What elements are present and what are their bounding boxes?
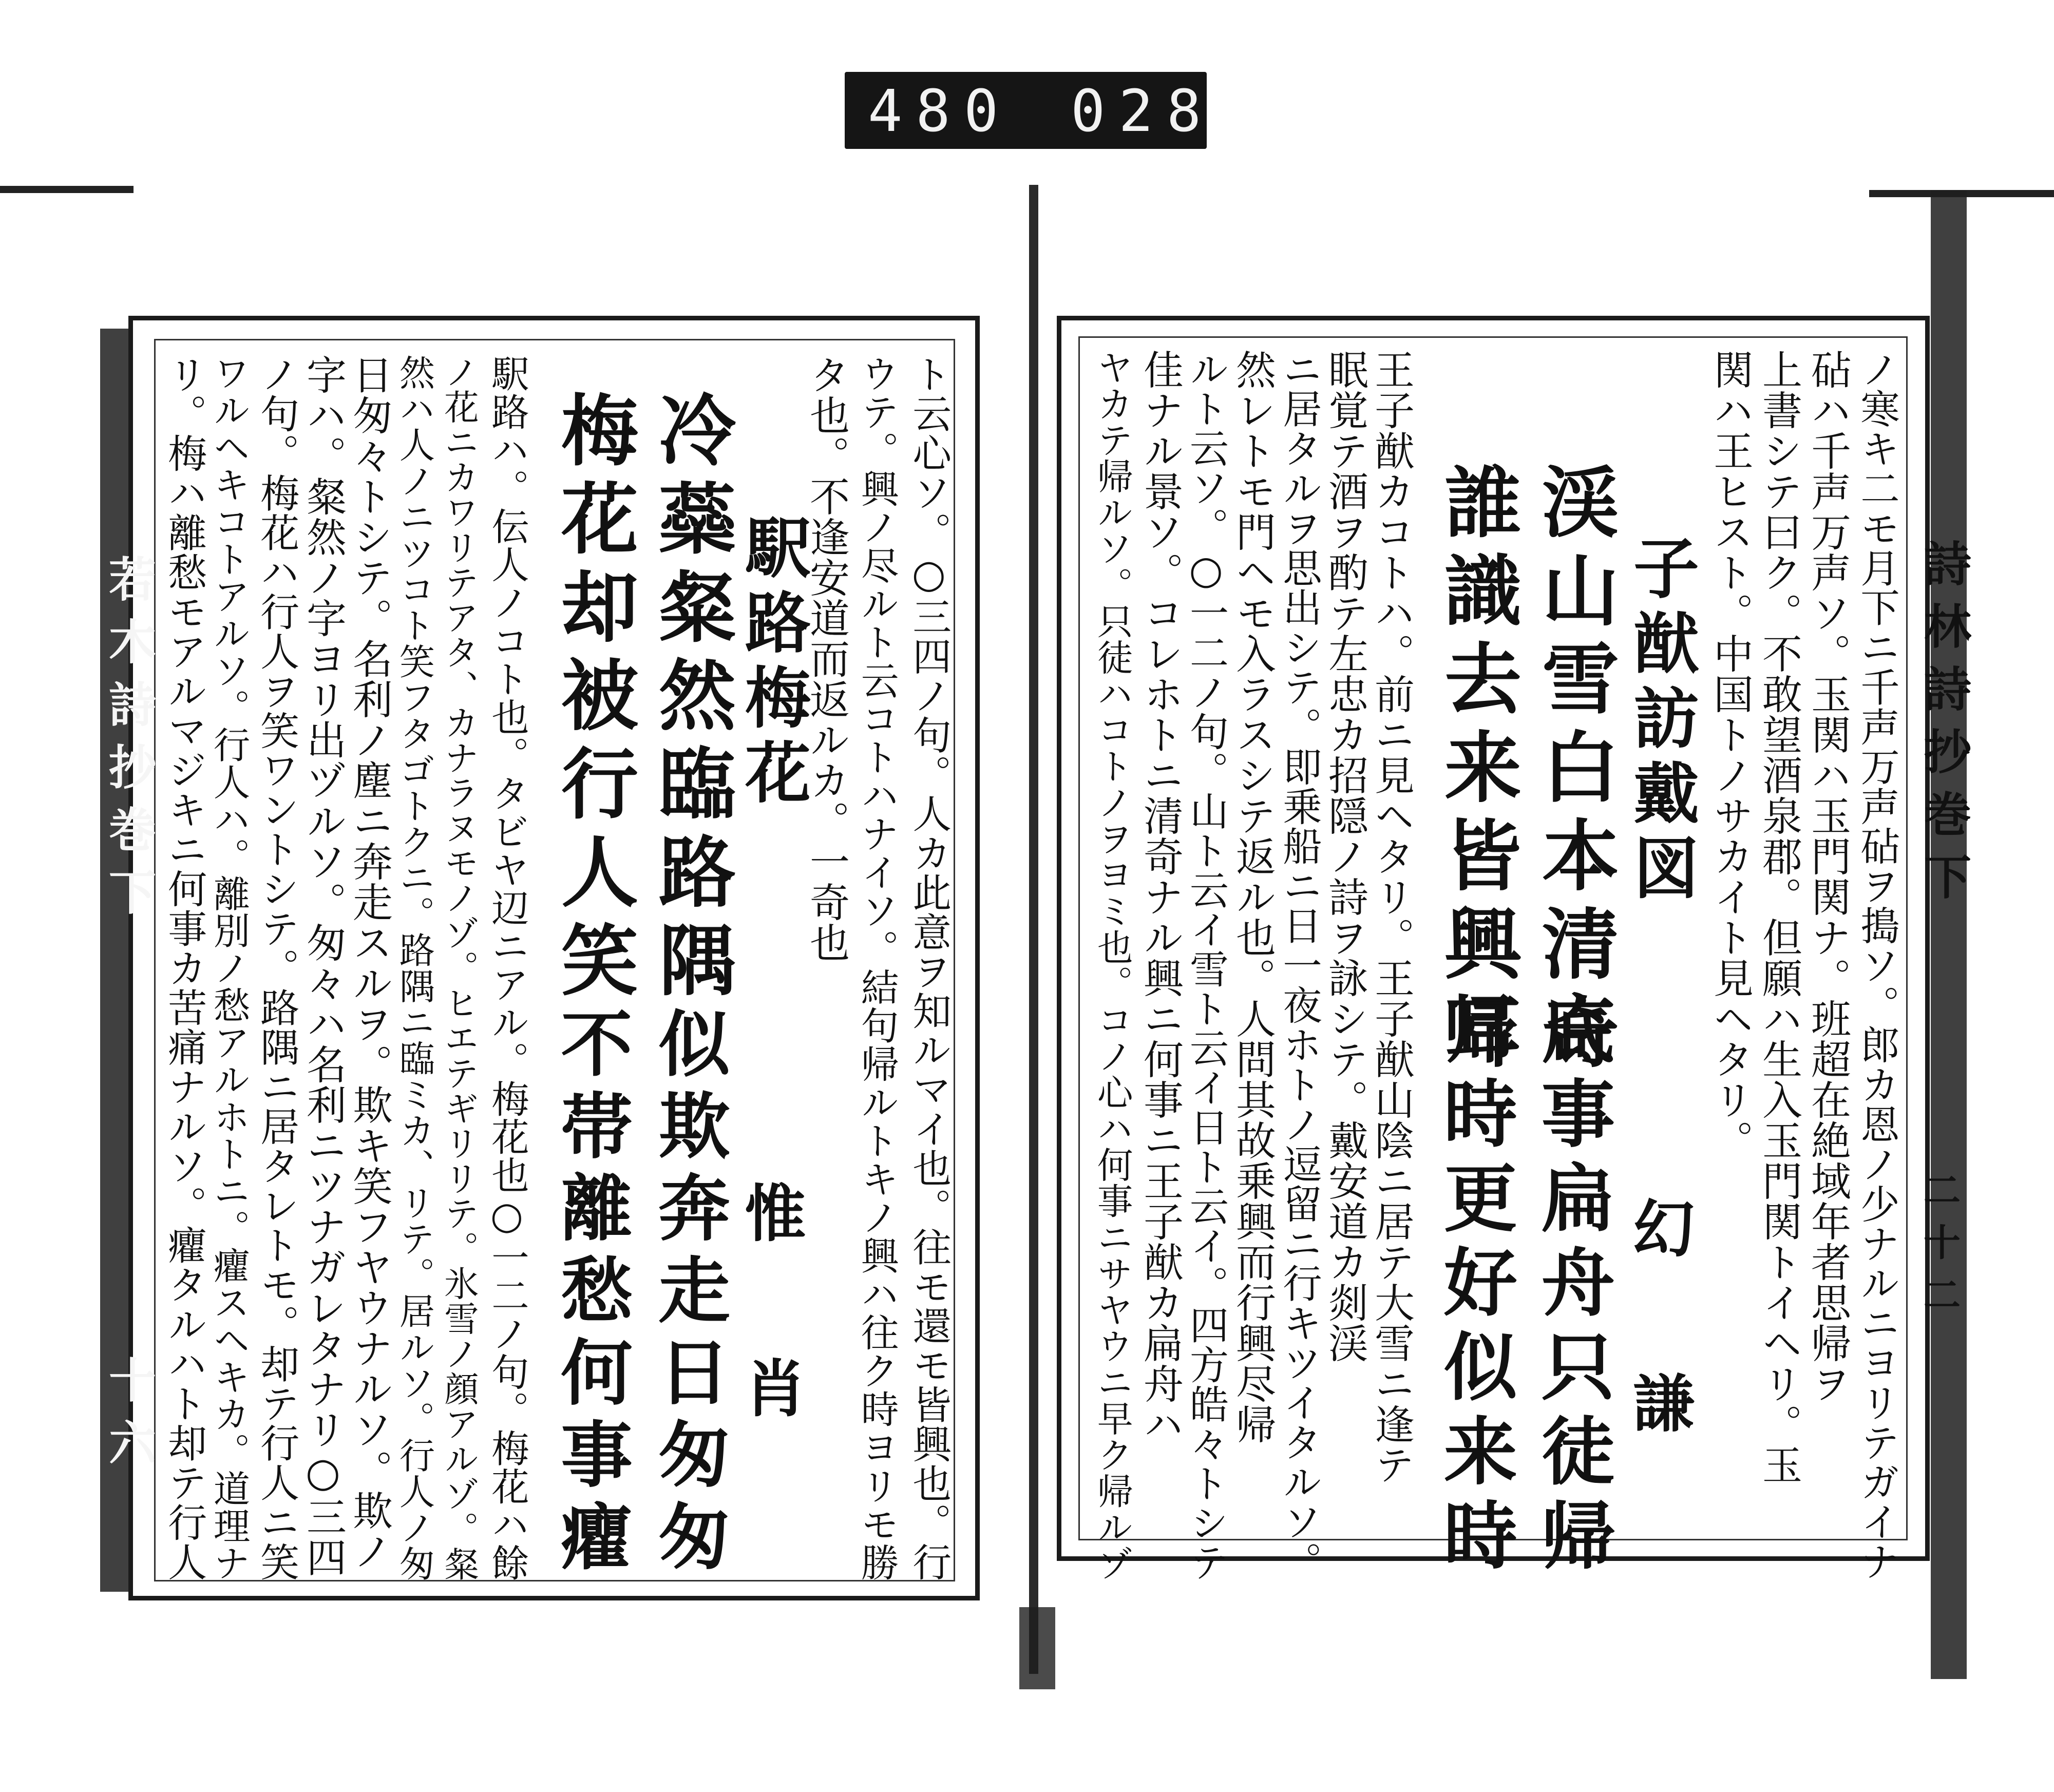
left-page-margin-title: 若木詩抄巻下	[101, 555, 157, 930]
collection-label-tag	[845, 72, 1215, 149]
left-commentary-line: ノ花ニカワリテアタ、カナラヌモノゾ。ヒエテギリリテ。氷雪ノ顔アルゾ。粲	[439, 354, 480, 1581]
book-gutter	[1029, 185, 1038, 1674]
left-carryover-line: ウテ。興ノ尽ルト云コトハナイソ。結句帰ルトキノ興ハ往ク時ヨリモ勝	[854, 354, 899, 1581]
left-page-number: 十六	[101, 1356, 157, 1481]
right-commentary-line: 佳ナル景ソ。コレホトニ清奇ナル興ニ何事ニ王子猷カ扁舟ハ	[1137, 349, 1183, 1444]
left-poem-line: 不帯離愁何事癯	[548, 1006, 633, 1581]
right-poem-line: 誰識去来皆興耳	[1431, 462, 1522, 1080]
label-tag-left-number: 480	[868, 78, 1012, 145]
right-commentary-line: 眠覚テ酒ヲ酌テ左忠カ招隠ノ詩ヲ詠シテ。戴安道カ剡渓	[1322, 349, 1368, 1363]
left-carryover-line: タ也。不逢安道而返ルカ。一奇也	[803, 354, 849, 963]
right-poem-title: 子猷訪戴図	[1622, 534, 1699, 909]
left-commentary-line: 然ハ人ノニツコト笑フタゴトクニ。路隅ニ臨ミカ、リテ。居ルソ。行人ノ匆	[393, 354, 434, 1581]
right-commentary-line: ニ居タルヲ思出シテ。即乗船ニ日一夜ホトノ逗留ニ行キツイタルソ。	[1276, 349, 1322, 1581]
left-commentary-line: 駅路ハ。伝人ノコト也。タビヤ辺ニアル。梅花也○一二ノ句。梅花ハ餘	[485, 354, 529, 1582]
left-poem-title: 駅路梅花	[734, 513, 811, 813]
left-commentary-line: ノ句。梅花ハ行人ヲ笑ワントシテ。路隅ニ居タレトモ。却テ行人ニ笑	[254, 354, 300, 1581]
left-commentary-line: 字ハ。粲然ノ字ヨリ出ヅルソ。匆々ハ名利ニツナガレタナリ○三四	[300, 354, 346, 1577]
left-commentary-line: リ。梅ハ離愁モアルマジキニ何事カ苦痛ナルソ。癯タルハト却テ行人	[161, 354, 207, 1581]
left-poem-line: 梅花却被行人笑	[548, 390, 638, 1008]
scan-edge-left	[0, 186, 134, 193]
right-poem-line: 渓山雪白本清奇	[1529, 462, 1619, 1080]
left-commentary-line: 日匆々トシテ。名利ノ塵ニ奔走スルヲ。欺キ笑フヤウナルソ。欺ノ	[346, 354, 392, 1571]
gutter-smudge	[1019, 1607, 1055, 1689]
right-commentary-line: ヤカテ帰ルソ。只徒ハコトノヲヨミ也。コノ心ハ何事ニサヤウニ早ク帰ルゾ	[1091, 349, 1133, 1581]
left-carryover-line: ト云心ソ。○三四ノ句。人カ此意ヲ知ルマイ也。往モ還モ皆興也。行	[906, 354, 952, 1582]
right-page-margin-title: 詩林詩抄巻下	[1916, 539, 1972, 915]
right-commentary-line: 然レトモ門ヘモ入ラスシテ返ル也。人問其故乗興而行興尽帰	[1229, 349, 1276, 1444]
right-commentary-line: ルト云ソ。○一二ノ句。山ト云イ雪ト云イ日ト云イ。四方皓々トシテ	[1183, 349, 1229, 1583]
right-poem-line: 底事扁舟只徒帰	[1529, 991, 1616, 1581]
left-commentary-line: ワルヘキコトアルソ。行人ハ。離別ノ愁アルホトニ。癯スヘキカ。道理ナ	[207, 354, 251, 1581]
right-intro-line: 砧ハ千声万声ソ。玉関ハ玉門関ナ。班超在絶域年者思帰ヲ	[1804, 349, 1851, 1404]
right-intro-line: 関ハ王ヒスト。中国トノサカイト見ヘタリ。	[1707, 349, 1753, 1160]
right-commentary-line: 王子猷カコトハ。前ニ見ヘタリ。王子猷山陰ニ居テ大雪ニ逢テ	[1368, 349, 1414, 1485]
right-poem-line: 帰時更好似来時	[1431, 991, 1518, 1581]
label-tag-right-number: 028	[1071, 78, 1215, 145]
left-poem-line: 冷蘂粲然臨路隅	[645, 390, 736, 1008]
right-page-margin-shadow	[1931, 190, 1967, 1679]
right-intro-line: ノ寒キ二モ月下ニ千声万声砧ヲ搗ソ。郎カ恩ノ少ナルニヨリテガイナ	[1853, 349, 1899, 1581]
right-intro-line: 上書シテ曰ク。不敢望酒泉郡。但願ハ生入玉門関トイヘリ。玉	[1756, 349, 1802, 1485]
left-poem-author: 惟 肖	[734, 1181, 807, 1438]
right-poem-author: 幻 謙	[1623, 1196, 1695, 1454]
left-poem-line: 似欺奔走日匆匆	[646, 1006, 731, 1581]
right-page-number: 二十二	[1917, 1171, 1961, 1328]
